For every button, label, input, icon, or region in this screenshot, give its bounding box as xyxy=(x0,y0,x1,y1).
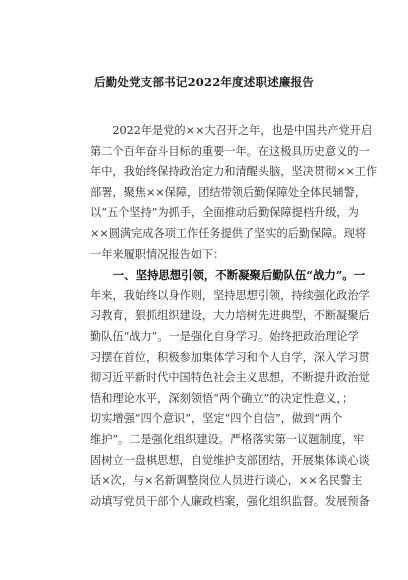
paragraph-line: 第二个百年奋斗目标的重要一年。在这极具历史意义的一 xyxy=(90,144,370,158)
paragraph-line: 话×次，与×名新调整岗位人员进行谈心，××名民警主 xyxy=(90,474,363,488)
paragraph-line: 固树立一盘棋思想，自觉维护支部团结，开展集体谈心谈 xyxy=(90,453,370,467)
paragraph-line: 一年来履职情况报告如下： xyxy=(90,247,225,261)
paragraph-line: 习摆在首位，积极参加集体学习和个人自学，深入学习贯 xyxy=(90,350,370,364)
paragraph-line: 年来，我始终以身作则，坚持思想引领，持续强化政治学 xyxy=(90,288,370,302)
paragraph-line: 悟和理论水平，深刻领悟“两个确立”的决定性意义，； xyxy=(90,391,354,405)
paragraph-line: 彻习近平新时代中国特色社会主义思想，不断提升政治觉 xyxy=(90,371,370,385)
paragraph-line: 切实增强“四个意识”，坚定“四个自信”，做到“两个 xyxy=(90,412,343,426)
paragraph-line: 部署，聚焦××保障，团结带领后勤保障处全体民辅警， xyxy=(90,185,367,199)
paragraph-line: 动填写党员干部个人廉政档案，强化组织监督。发展预备 xyxy=(90,494,370,508)
paragraph-line: 以“五个坚持”为抓手，全面推动后勤保障提档升级，为 xyxy=(90,206,359,220)
paragraph-line: 维护”。二是强化组织建设。严格落实第一议题制度，牢 xyxy=(90,432,365,446)
paragraph-line: 2022年是党的××大召开之年，也是中国共产党开启 xyxy=(90,124,373,137)
paragraph-line: 年中，我始终保持政治定力和清醒头脑，坚决贯彻××工作 xyxy=(90,165,378,179)
document-body xyxy=(90,121,378,512)
paragraph-line: 习教育，狠抓组织建设，大力培树先进典型，不断凝聚后 xyxy=(90,309,370,323)
paragraph-line: 勤队伍“战力”。一是强化自身学习。始终把政治理论学 xyxy=(90,329,359,343)
paragraph-line: ××圆满完成各项工作任务提供了坚实的后勤保障。现将 xyxy=(90,226,367,240)
section-heading-line: 一、坚持思想引领，不断凝聚后勤队伍“战力”。一 xyxy=(90,268,366,283)
document-title: 后勤处党支部书记2022年度述职述廉报告 xyxy=(93,75,314,89)
